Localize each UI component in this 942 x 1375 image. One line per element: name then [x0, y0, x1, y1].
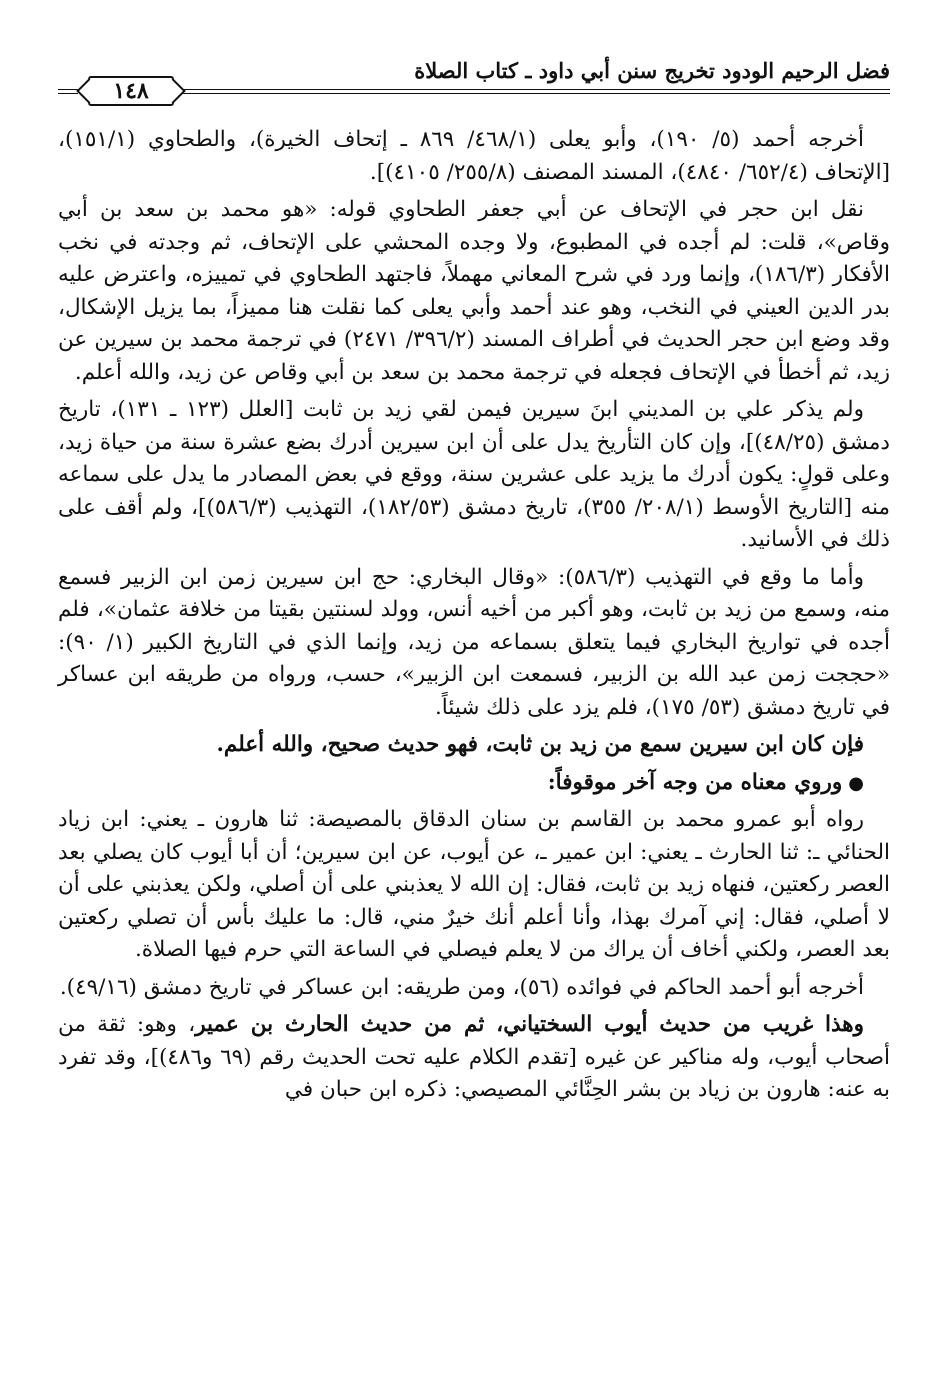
header-rule	[58, 89, 78, 90]
section-heading-text: وروي معناه من وجه آخر موقوفاً:	[547, 769, 843, 795]
header-rule	[180, 93, 890, 94]
paragraph-conclusion: فإن كان ابن سيرين سمع من زيد بن ثابت، فهو حديث صحيح، والله أعلم.	[216, 732, 864, 757]
paragraph: وأما ما وقع في التهذيب (٥٨٦/٣): «وقال البخاري: حج ابن سيرين زمن ابن الزبير فسمع منه، وسمع من زيد بن ثابت، وهو أكبر من أخيه أنس، وولد لسنتين بقيتا من خلافة عثمان»، فلم أجده في تواريخ البخاري فيما يتعلق بسماعه من زيد، وإنما الذي في التاريخ الكبير (١/ ٩٠): «حججت زمن عبد الله بن الزبير، فسمعت ابن الزبير»، حسب، ورواه من طريقه ابن عساكر في تاريخ دمشق (٥٣/ ١٧٥)، فلم يزد على ذلك شيئاً.	[58, 564, 890, 720]
header-rule	[180, 89, 890, 90]
page-body	[58, 124, 890, 1112]
paragraph: أخرجه أبو أحمد الحاكم في فوائده (٥٦)، ومن طريقه: ابن عساكر في تاريخ دمشق (٤٩/١٦).	[59, 974, 864, 1000]
paragraph: أخرجه أحمد (٥/ ١٩٠)، وأبو يعلى (٤٦٨/١/ ٨٦٩ ـ إتحاف الخيرة)، والطحاوي (١٥١/١)، [الإتحاف (٦٥٢/٤/ ٤٨٤٠)، المسند المصنف (٢٥٥/٨/ ٤١٠٥)].	[58, 127, 890, 185]
paragraph-rest: ، وهو: ثقة من أصحاب أيوب، وله مناكير عن غيره [تقدم الكلام عليه تحت الحديث رقم (٦٩ و٤٨٦)]، وقد تفرد به عنه: هارون بن زياد بن بشر الحِنَّائي المصيصي: ذكره ابن حبان في	[58, 1012, 890, 1102]
bold-lead: وهذا غريب من حديث أيوب السختياني، ثم من حديث الحارث بن عمير	[195, 1012, 864, 1037]
bullet-icon: ●	[848, 772, 864, 794]
running-title: فضل الرحيم الودود تخريج سنن أبي داود ـ كتاب الصلاة	[414, 58, 890, 83]
page-number-badge	[88, 76, 174, 106]
header-rule	[58, 93, 78, 94]
paragraph: ولم يذكر علي بن المديني ابنَ سيرين فيمن لقي زيد بن ثابت [العلل (١٢٣ ـ ١٣١)، تاريخ دمشق (٤٨/٢٥)]، وإن كان التأريخ يدل على أن ابن سيرين أدرك بضع عشرة سنة من حياة زيد، وعلى قولٍ: يكون أدرك ما يزيد على عشرين سنة، ووقع في بعض المصادر ما يدل على سماعه منه [التاريخ الأوسط (٢٠٨/١/ ٣٥٥)، تاريخ دمشق (١٨٢/٥٣)، التهذيب (٥٨٦/٣)]، ولم أقف على ذلك في الأسانيد.	[58, 397, 891, 552]
book-page	[58, 50, 890, 1350]
paragraph: نقل ابن حجر في الإتحاف عن أبي جعفر الطحاوي قوله: «هو محمد بن سعد بن أبي وقاص»، قلت: لم أجده في المطبوع، ولا وجده المحشي على الإتحاف، ثم وجدته في نخب الأفكار (١٨٦/٣)، وإنما ورد في شرح المعاني مهملاً، فاجتهد الطحاوي في تمييزه، واعترض عليه بدر الدين العيني في النخب، وهو عند أحمد وأبي يعلى كما نقلت هنا مميزاً، بما يزيل الإشكال، وقد وضع ابن حجر الحديث في أطراف المسند (٣٩٦/٢/ ٢٤٧١) في ترجمة محمد بن سيرين عن زيد، ثم أخطأ في الإتحاف فجعله في ترجمة محمد بن سعد بن أبي وقاص عن زيد، والله أعلم.	[58, 197, 891, 385]
paragraph: رواه أبو عمرو محمد بن القاسم بن سنان الدقاق بالمصيصة: ثنا هارون ـ يعني: ابن زياد الحنائي ـ: ثنا الحارث ـ يعني: ابن عمير ـ، عن أيوب، عن ابن سيرين؛ أن أبا أيوب كان يصلي بعد العصر ركعتين، فنهاه زيد بن ثابت، فقال: إن الله لا يعذبني على أن أصلي، ولكن يعذبني على أن لا أصلي، فقال: إني آمرك بهذا، وأنا أعلم أنك خيرٌ مني، قال: ما عليك بأس أن تصلي ركعتين بعد العصر، ولكني أخاف أن يراك من لا يعلم فيصلي في الساعة التي حرم فيها الصلاة.	[58, 807, 890, 962]
page-header	[58, 50, 890, 112]
page-number: ١٤٨	[113, 78, 149, 104]
paragraph	[58, 1009, 890, 1107]
section-heading	[58, 767, 890, 801]
